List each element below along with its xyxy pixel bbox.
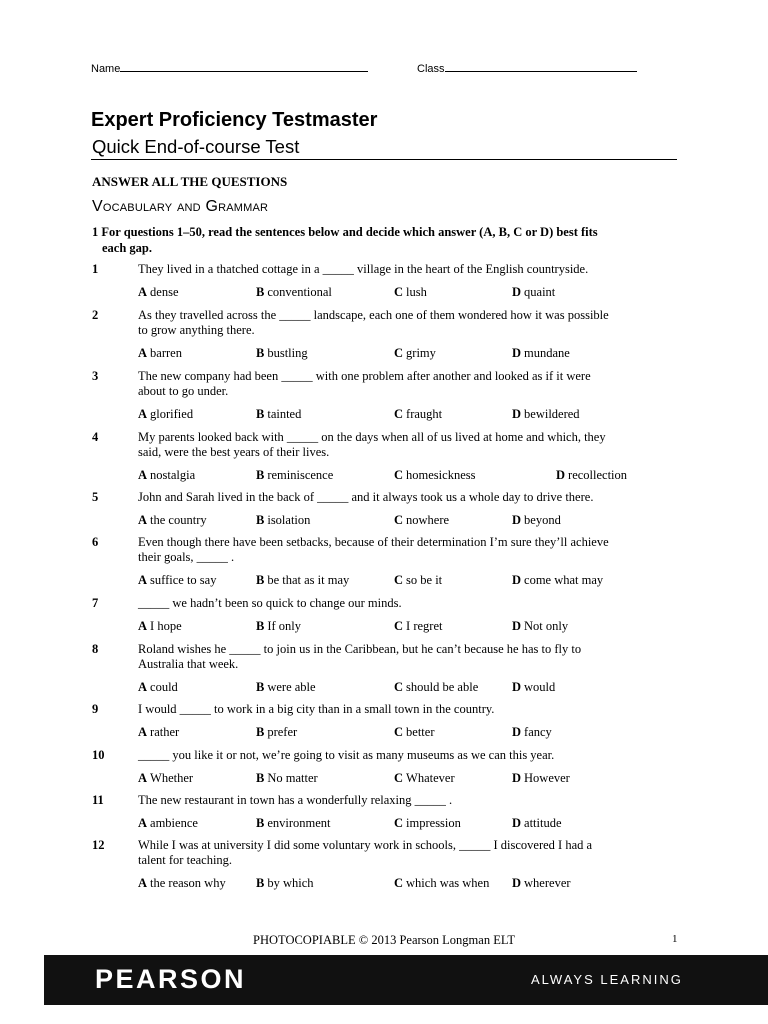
question-number: 6 [92,535,99,549]
option-text: fancy [524,725,552,739]
option-letter: A [138,573,148,587]
question-number: 10 [92,748,105,762]
option-letter: A [138,407,148,421]
answer-option-d [512,285,555,300]
option-text: lush [406,285,427,299]
instruction-heading: ANSWER ALL THE QUESTIONS [92,174,288,189]
answer-option-a [138,771,193,786]
option-letter: C [394,619,404,633]
option-text: glorified [150,407,194,421]
task-instruction [92,224,682,256]
question-text-line: My parents looked back with _____ on the days when all of us lived at home and which, they [138,430,606,444]
option-letter: D [556,468,566,482]
question-number: 2 [92,308,99,322]
option-letter: C [394,573,404,587]
option-text: bustling [267,346,308,360]
answer-option-b [256,407,301,422]
option-text: bewildered [524,407,580,421]
option-text: I regret [406,619,443,633]
question-text-line: Even though there have been setbacks, because of their determination I’m sure they’ll achieve [138,535,609,549]
option-text: would [524,680,556,694]
option-letter: B [256,771,265,785]
answer-option-c [394,407,442,422]
option-letter: D [512,725,522,739]
option-text: beyond [524,513,561,527]
option-text: better [406,725,435,739]
option-text: come what may [524,573,604,587]
option-text: the reason why [150,876,226,890]
option-text: rather [150,725,180,739]
question-number: 1 [92,262,99,276]
question-text [138,369,678,399]
question-number: 11 [92,793,104,807]
option-letter: B [256,573,265,587]
page-subtitle: Quick End-of-course Test [92,136,300,157]
answer-option-a [138,573,216,588]
copyright-footer: PHOTOCOPIABLE © 2013 Pearson Longman ELT [253,933,515,947]
option-text: impression [406,816,461,830]
answer-option-b [256,876,314,891]
option-text: so be it [406,573,443,587]
answer-option-a [138,680,178,695]
question-text-line: Roland wishes he _____ to join us in the Caribbean, but he can’t because he has to fly to [138,642,582,656]
option-letter: C [394,876,404,890]
option-letter: D [512,513,522,527]
option-letter: B [256,285,265,299]
option-text: Not only [524,619,569,633]
pearson-logo: PEARSON [95,964,247,994]
name-label: Name [91,63,121,75]
option-text: dense [150,285,179,299]
answer-option-a [138,407,193,422]
option-text: Whether [150,771,194,785]
answer-option-b [256,771,318,786]
option-text: environment [267,816,331,830]
brand-tagline: ALWAYS LEARNING [531,972,683,987]
option-letter: B [256,407,265,421]
option-text: were able [267,680,316,694]
answer-option-c [394,725,435,740]
option-letter: A [138,771,148,785]
question-text-line: talent for teaching. [138,853,233,867]
option-letter: C [394,771,404,785]
option-text: attitude [524,816,562,830]
question-text [138,490,678,505]
question-text [138,535,678,565]
question-text [138,642,678,672]
question-text-line: said, were the best years of their lives. [138,445,330,459]
answer-option-a [138,725,179,740]
answer-option-a [138,619,182,634]
answer-option-a [138,513,207,528]
option-letter: C [394,285,404,299]
option-letter: C [394,407,404,421]
option-letter: C [394,346,404,360]
answer-option-c [394,346,436,361]
answer-option-b [256,725,297,740]
option-text: homesickness [406,468,476,482]
option-text: nowhere [406,513,450,527]
name-blank [120,62,368,72]
option-text: wherever [524,876,571,890]
option-letter: D [512,619,522,633]
option-text: the country [150,513,207,527]
page-title: Expert Proficiency Testmaster [91,109,378,131]
option-letter: D [512,573,522,587]
answer-option-c [394,816,461,831]
option-text: suffice to say [150,573,217,587]
option-letter: D [512,816,522,830]
option-text: mundane [524,346,570,360]
section-heading: Vocabulary and Grammar [92,198,269,215]
answer-option-b [256,346,308,361]
question-text [138,793,678,808]
answer-option-b [256,468,333,483]
name-field [91,62,368,75]
option-letter: A [138,680,148,694]
option-text: should be able [406,680,479,694]
answer-option-d [512,619,568,634]
option-text: grimy [406,346,436,360]
option-letter: C [394,680,404,694]
option-text: isolation [267,513,311,527]
answer-option-d [512,346,570,361]
question-number: 9 [92,702,99,716]
option-letter: D [512,680,522,694]
option-text: could [150,680,178,694]
answer-option-b [256,680,316,695]
option-letter: B [256,876,265,890]
question-number: 3 [92,369,99,383]
answer-option-d [512,876,571,891]
answer-option-d [512,771,570,786]
option-letter: A [138,619,148,633]
answer-option-d [512,513,561,528]
answer-option-b [256,816,331,831]
answer-option-b [256,573,349,588]
option-text: which was when [406,876,490,890]
answer-option-a [138,876,226,891]
answer-option-c [394,771,455,786]
question-text [138,308,678,338]
question-number: 7 [92,596,99,610]
page-number: 1 [672,933,678,945]
answer-option-c [394,876,489,891]
option-text: If only [267,619,302,633]
answer-option-a [138,346,182,361]
question-text-line: about to go under. [138,384,229,398]
option-text: recollection [568,468,628,482]
task-line-2: each gap. [102,241,152,255]
question-text [138,702,678,717]
option-text: be that as it may [267,573,350,587]
task-line-1: 1 For questions 1–50, read the sentences below and decide which answer (A, B, C or D) best fits [92,225,598,239]
question-text-line: _____ you like it or not, we’re going to visit as many museums as we can this year. [138,748,555,762]
option-letter: C [394,816,404,830]
option-letter: D [512,771,522,785]
answer-option-d [556,468,627,483]
question-text [138,748,678,763]
option-letter: B [256,816,265,830]
question-text-line: to grow anything there. [138,323,255,337]
answer-option-d [512,680,555,695]
option-letter: D [512,407,522,421]
option-text: However [524,771,570,785]
option-letter: C [394,513,404,527]
option-letter: A [138,876,148,890]
option-letter: D [512,346,522,360]
answer-option-d [512,725,552,740]
option-letter: A [138,285,148,299]
question-text-line: I would _____ to work in a big city than in a small town in the country. [138,702,495,716]
question-text [138,838,678,868]
class-label: Class [417,63,445,75]
answer-option-c [394,513,449,528]
option-text: prefer [267,725,298,739]
question-text [138,430,678,460]
option-text: conventional [267,285,332,299]
answer-option-d [512,816,562,831]
option-text: tainted [267,407,302,421]
question-text-line: their goals, _____ . [138,550,235,564]
option-letter: C [394,468,404,482]
answer-option-d [512,407,580,422]
option-letter: D [512,285,522,299]
option-letter: B [256,513,265,527]
class-blank [445,62,637,72]
answer-option-c [394,619,442,634]
question-text-line: While I was at university I did some voluntary work in schools, _____ I discovered I had a [138,838,593,852]
option-letter: B [256,619,265,633]
option-letter: A [138,725,148,739]
option-text: reminiscence [267,468,334,482]
answer-option-b [256,513,310,528]
answer-option-c [394,468,475,483]
question-number: 8 [92,642,99,656]
option-text: ambience [150,816,198,830]
question-text-line: As they travelled across the _____ landscape, each one of them wondered how it was possible [138,308,609,322]
question-text-line: They lived in a thatched cottage in a _____ village in the heart of the English countryside. [138,262,589,276]
question-number: 5 [92,490,99,504]
answer-option-a [138,816,198,831]
option-letter: B [256,680,265,694]
option-text: barren [150,346,182,360]
answer-option-a [138,285,179,300]
option-text: by which [267,876,314,890]
answer-option-c [394,573,442,588]
option-letter: A [138,513,148,527]
option-text: I hope [150,619,182,633]
option-text: fraught [406,407,443,421]
question-number: 4 [92,430,99,444]
option-letter: B [256,346,265,360]
option-text: quaint [524,285,556,299]
title-divider [91,159,677,160]
option-text: No matter [267,771,318,785]
question-text [138,262,678,277]
question-text-line: Australia that week. [138,657,239,671]
answer-option-d [512,573,603,588]
question-text [138,596,678,611]
question-text-line: The new restaurant in town has a wonderfully relaxing _____ . [138,793,453,807]
answer-option-c [394,285,427,300]
answer-option-c [394,680,478,695]
option-letter: B [256,725,265,739]
question-text-line: _____ we hadn’t been so quick to change our minds. [138,596,402,610]
option-letter: B [256,468,265,482]
answer-option-a [138,468,195,483]
option-letter: A [138,346,148,360]
question-text-line: John and Sarah lived in the back of _____ and it always took us a whole day to drive there. [138,490,594,504]
answer-option-b [256,619,301,634]
answer-option-b [256,285,332,300]
question-number: 12 [92,838,105,852]
option-letter: A [138,468,148,482]
option-letter: D [512,876,522,890]
class-field [417,62,637,75]
option-letter: A [138,816,148,830]
option-text: nostalgia [150,468,196,482]
option-letter: C [394,725,404,739]
question-text-line: The new company had been _____ with one problem after another and looked as if it were [138,369,591,383]
option-text: Whatever [406,771,455,785]
